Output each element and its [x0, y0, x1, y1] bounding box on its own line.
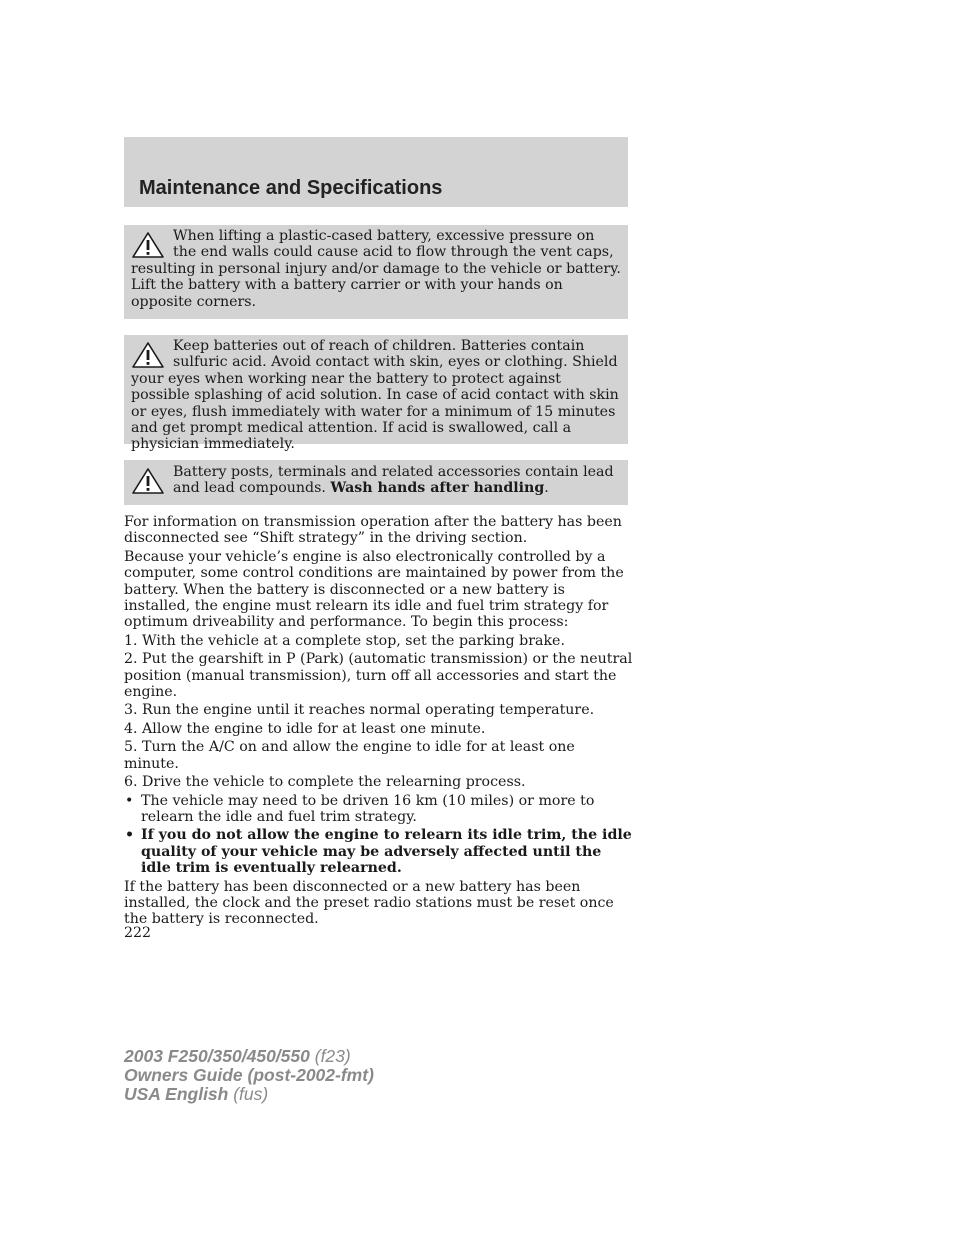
warning-text: Keep batteries out of reach of children. Batteries contain sulfuric acid. Avoid contact with skin, eyes or clothing. Shield your eyes when working near the battery to protect against possible splashing of acid solution. In case of acid contact with skin or eyes, flush immediately with water for a minimum of 15 minutes and get prompt medical attention. If acid is swallowed, call a physician immediately.	[131, 338, 619, 453]
page-number: 222	[124, 925, 152, 941]
bullet-dot: •	[125, 827, 135, 844]
warning-text: Battery posts, terminals and related accessories contain lead and lead compounds.	[173, 464, 614, 497]
warning-text-end: .	[544, 480, 549, 497]
warning-box-children	[124, 335, 628, 453]
warning-triangle-icon	[131, 231, 165, 259]
step-item: 3. Run the engine until it reaches normal operating temperature.	[124, 702, 595, 719]
document-footer	[124, 1047, 374, 1104]
step-item: 2. Put the gearshift in P (Park) (automatic transmission) or the neutral position (manual transmission), turn off all accessories and start the engine.	[124, 651, 633, 701]
bullet-item	[124, 793, 634, 826]
bullet-dot: •	[125, 792, 134, 809]
footer-line-model	[124, 1047, 374, 1066]
footer-line-guide	[124, 1066, 374, 1085]
bullet-text: If you do not allow the engine to relearn its idle trim, the idle quality of your vehicle may be adversely affected until the idle trim is eventually relearned.	[141, 827, 632, 877]
footer-guide: Owners Guide (post-2002-fmt)	[124, 1065, 374, 1085]
body-content	[124, 514, 634, 928]
footer-model: 2003 F250/350/450/550	[124, 1046, 310, 1066]
step-item: 4. Allow the engine to idle for at least one minute.	[124, 720, 486, 737]
bullet-text: The vehicle may need to be driven 16 km (10 miles) or more to relearn the idle and fuel trim strategy.	[141, 792, 595, 825]
footer-line-language	[124, 1085, 374, 1104]
bullet-item-emphasis	[124, 827, 634, 876]
warning-box-lifting	[124, 225, 628, 319]
page-title: Maintenance and Specifications	[139, 177, 443, 199]
warning-box-lead	[124, 460, 628, 505]
warning-triangle-icon	[131, 341, 165, 369]
paragraph-transmission: For information on transmission operation after the battery has been disconnected see “Shift strategy” in the driving section.	[124, 514, 622, 547]
footer-model-code: (f23)	[309, 1046, 351, 1066]
bullet-list	[124, 793, 634, 877]
warning-emphasis: Wash hands after handling	[330, 480, 545, 497]
step-item: 1. With the vehicle at a complete stop, set the parking brake.	[124, 632, 565, 649]
footer-language-code: (fus)	[228, 1084, 269, 1104]
step-item: 5. Turn the A/C on and allow the engine to idle for at least one minute.	[124, 739, 575, 772]
warning-triangle-icon	[131, 467, 165, 495]
step-item: 6. Drive the vehicle to complete the relearning process.	[124, 774, 526, 791]
paragraph-closing: If the battery has been disconnected or a new battery has been installed, the clock and the preset radio stations must be reset once the battery is reconnected.	[124, 878, 614, 928]
warning-text: When lifting a plastic-cased battery, excessive pressure on the end walls could cause acid to flow through the vent caps, resulting in personal injury and/or damage to the vehicle or battery. Lift the battery with a battery carrier or with your hands on opposite corners.	[131, 228, 621, 310]
footer-language: USA English	[124, 1084, 229, 1104]
paragraph-relearn: Because your vehicle’s engine is also electronically controlled by a computer, some control conditions are maintained by power from the battery. When the battery is disconnected or a new battery is installed, the engine must relearn its idle and fuel trim strategy for optimum driveability and performance. To begin this process:	[124, 548, 624, 631]
